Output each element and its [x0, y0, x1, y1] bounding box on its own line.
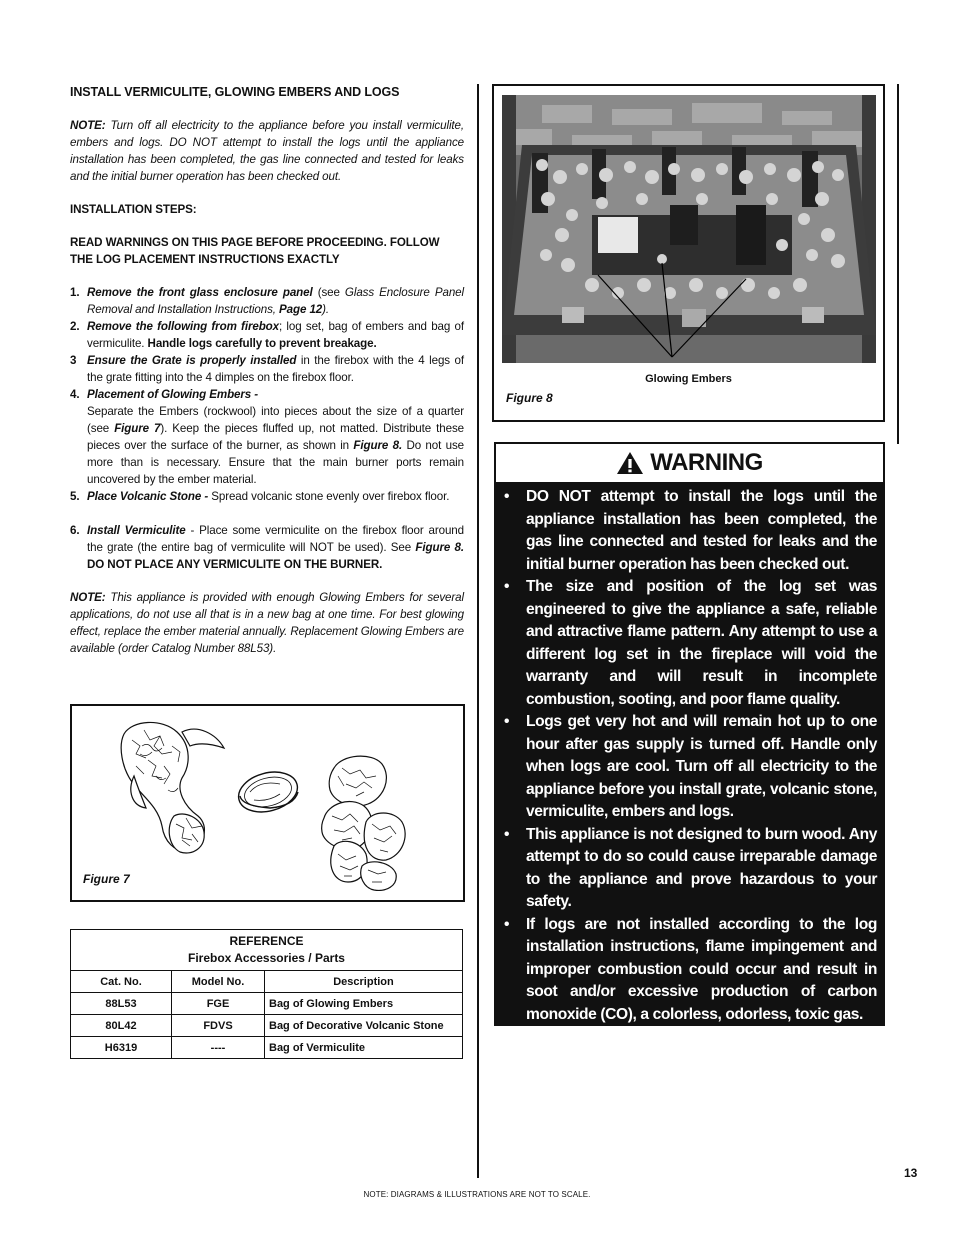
table-header-row: [71, 971, 463, 993]
note-2-text: This appliance is provided with enough Glowing Embers for several applications, do not use all that is in a new bag at one time. For best glowing effect, replace the ember material annually. Replacement Glowing Embers are available (order Catalog Number 88L53).: [70, 591, 464, 655]
cell-description: Bag of Glowing Embers: [265, 993, 463, 1015]
note-2: [70, 589, 464, 657]
step-number: 5.: [70, 490, 80, 503]
warning-title: WARNING: [650, 449, 763, 476]
warning-list: [504, 486, 877, 1026]
cell-description: Bag of Vermiculite: [265, 1037, 463, 1059]
figure-7-caption: Figure 7: [83, 872, 130, 886]
cell-cat-no: 80L42: [71, 1015, 172, 1037]
step-3: [70, 352, 464, 386]
note-1-label: NOTE:: [70, 119, 106, 132]
note-1: [70, 117, 464, 185]
warning-item: • If logs are not installed according to the log installation instructions, flame impingement and improper combustion could occur and result in soot and/or excessive production of carbon monoxide (CO), a colorless, odorless, toxic gas.: [504, 914, 877, 1027]
warning-item: • The size and position of the log set was engineered to give the appliance a safe, reliable and attractive flame pattern. Any attempt to use a different log set in the fireplace will void the warranty and will result in incomplete combustion, sooting, and poor flame quality.: [504, 576, 877, 711]
glowing-embers-label: Glowing Embers: [645, 373, 732, 385]
step-ref: Glass Enclosure Panel Removal and Installation Instructions,: [87, 286, 464, 316]
step-number: 4.: [70, 388, 80, 401]
warning-item: • This appliance is not designed to burn wood. Any attempt to do so could cause irreparable damage to the appliance and prove hazardous to your safety.: [504, 824, 877, 914]
step-5: [70, 488, 464, 505]
step-number: 3: [70, 354, 77, 367]
page-number: 13: [904, 1166, 918, 1180]
step-text: in the firebox with the 4 legs of the grate fitting into the 4 dimples on the firebox floor.: [87, 354, 464, 384]
step-number: 6.: [70, 524, 80, 537]
reference-table: [70, 929, 463, 1059]
step-4: [70, 386, 464, 488]
header-cat-no: Cat. No.: [71, 971, 172, 993]
warning-item: • DO NOT attempt to install the logs until the appliance installation has been completed, the gas line connected and tested for leaks and the initial burner operation has been checked out.: [504, 486, 877, 576]
step-title: Remove the following from firebox: [87, 320, 280, 333]
step-figure-ref: Figure 7: [114, 422, 161, 435]
warning-header: [496, 444, 883, 482]
table-title-line-2: Firebox Accessories / Parts: [188, 951, 345, 965]
step-bold-text: Handle logs carefully to prevent breakage.: [147, 337, 377, 350]
step-title: Remove the front glass enclosure panel: [87, 286, 313, 299]
step-text: Spread volcanic stone evenly over firebox floor.: [208, 490, 450, 503]
table-row: [71, 1015, 463, 1037]
read-warning: READ WARNINGS ON THIS PAGE BEFORE PROCEEDING. FOLLOW THE LOG PLACEMENT INSTRUCTIONS EXACTLY: [70, 236, 440, 266]
warning-triangle-icon: [616, 451, 644, 475]
step-bold-text: DO NOT PLACE ANY VERMICULITE ON THE BURNER.: [87, 558, 383, 571]
cell-model-no: FDVS: [172, 1015, 265, 1037]
note-1-text: Turn off all electricity to the appliance before you install vermiculite, embers and logs. DO NOT attempt to install the logs until the appliance installation has been completed, the gas line connected and tested for leaks and the initial burner operation has been checked out.: [70, 119, 465, 183]
warning-item: • Logs get very hot and will remain hot up to one hour after gas supply is turned off. Handle only when logs are cool. Turn off all electricity to the appliance before you install grate, volcanic stone, vermiculite, embers and logs.: [504, 711, 877, 824]
figure-7: [70, 704, 465, 902]
note-2-label: NOTE:: [70, 591, 106, 604]
embers-illustration: [72, 706, 463, 900]
step-text: ). Keep the pieces fluffed up, not matted. Distribute these pieces over the surface of the burner, as shown in: [87, 422, 465, 452]
cell-cat-no: H6319: [71, 1037, 172, 1059]
cell-model-no: ----: [172, 1037, 265, 1059]
table-title-row: [71, 930, 463, 971]
step-2: [70, 318, 464, 352]
figure-8-caption: Figure 8: [506, 391, 553, 405]
steps-heading: INSTALLATION STEPS:: [70, 203, 197, 216]
table-row: [71, 1037, 463, 1059]
step-6: [70, 522, 464, 573]
header-description: Description: [265, 971, 463, 993]
warning-box: [494, 442, 885, 1026]
cell-cat-no: 88L53: [71, 993, 172, 1015]
step-text: ).: [322, 303, 330, 316]
section-title: INSTALL VERMICULITE, GLOWING EMBERS AND LOGS: [70, 85, 400, 99]
table-title: [71, 930, 463, 971]
step-title: Install Vermiculite: [87, 524, 186, 537]
table-row: [71, 993, 463, 1015]
step-text: Separate the Embers (rockwool) into pieces about the size of a quarter (see: [87, 405, 464, 435]
firebox-photo: [502, 95, 876, 363]
column-divider: [477, 84, 479, 1178]
installation-steps: [70, 284, 464, 573]
header-model-no: Model No.: [172, 971, 265, 993]
step-figure-ref: Figure 8.: [415, 541, 464, 554]
step-page-ref: Page 12: [279, 303, 323, 316]
table-title-line-1: REFERENCE: [229, 934, 304, 948]
step-text: ; log set, bag of embers and bag of vermiculite.: [87, 320, 464, 350]
step-number: 2.: [70, 320, 80, 333]
cell-model-no: FGE: [172, 993, 265, 1015]
step-title: Ensure the Grate is properly installed: [87, 354, 297, 367]
step-text: (see: [312, 286, 345, 299]
figure-8: [492, 84, 885, 422]
left-column: [70, 84, 464, 657]
step-text: - Place some vermiculite on the firebox floor around the grate (the entire bag of vermiculite will NOT be used). See: [87, 524, 464, 554]
step-title: Place Volcanic Stone -: [87, 490, 209, 503]
cell-description: Bag of Decorative Volcanic Stone: [265, 1015, 463, 1037]
step-number: 1.: [70, 286, 80, 299]
right-rule: [897, 84, 899, 444]
step-text: Do not use more than is necessary. Ensure that the main burner ports remain uncovered by the ember material.: [87, 439, 464, 486]
step-figure-ref: Figure 8.: [353, 439, 403, 452]
footnote: NOTE: DIAGRAMS & ILLUSTRATIONS ARE NOT TO SCALE.: [363, 1190, 591, 1199]
step-title: Placement of Glowing Embers -: [87, 388, 259, 401]
step-1: [70, 284, 464, 318]
